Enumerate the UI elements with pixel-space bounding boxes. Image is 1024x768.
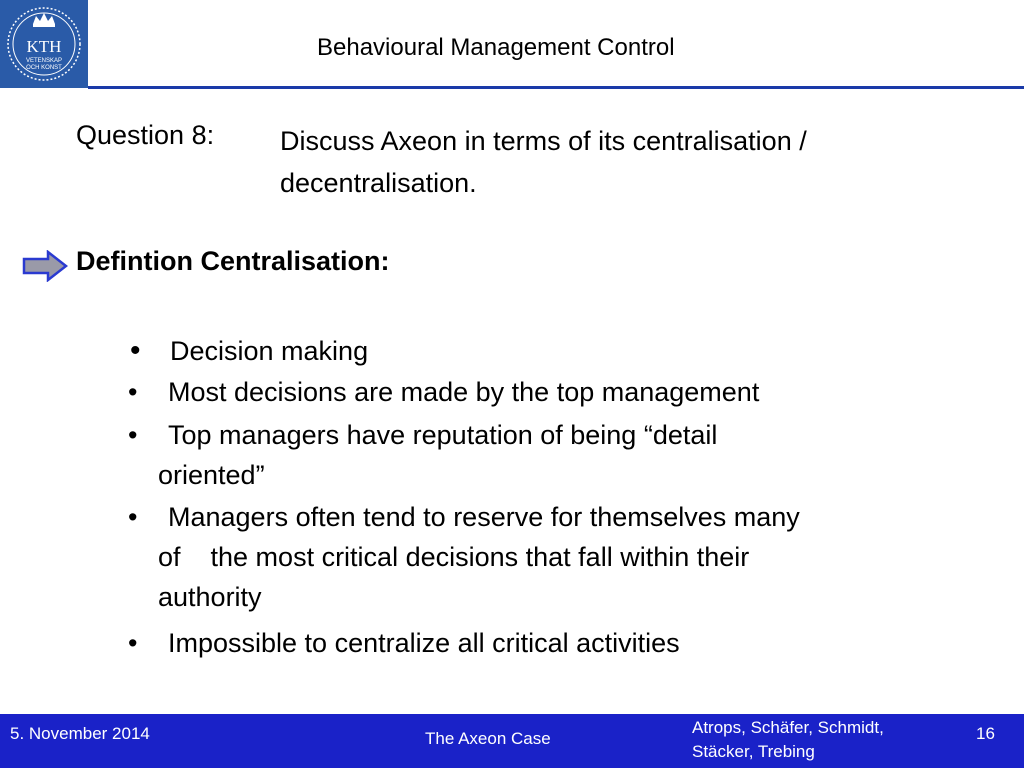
page-number: 16 xyxy=(976,724,995,743)
list-item xyxy=(128,497,800,617)
bullet-text-continued: authority xyxy=(158,582,262,612)
footer-date: 5. November 2014 xyxy=(10,724,150,743)
kth-logo xyxy=(0,0,88,88)
bullet-text: Managers often tend to reserve for themselves many xyxy=(168,502,800,532)
bullet-text: Top managers have reputation of being “detail xyxy=(168,420,718,450)
footer-title: The Axeon Case xyxy=(425,729,551,748)
bullet-dot: • xyxy=(128,628,138,658)
bullet-text-continued: oriented” xyxy=(158,460,265,490)
footer-authors-line-1: Atrops, Schäfer, Schmidt, xyxy=(692,718,884,737)
list-item xyxy=(128,415,717,495)
arrow-right-icon xyxy=(22,250,68,282)
question-line-1: Discuss Axeon in terms of its centralisation / xyxy=(280,126,807,156)
list-item xyxy=(130,331,368,371)
bullet-dot: • xyxy=(130,334,141,367)
bullet-text: Most decisions are made by the top management xyxy=(168,377,760,407)
logo-subtext-2: OCH KONST xyxy=(26,65,62,71)
bullet-text: Impossible to centralize all critical activities xyxy=(168,628,680,658)
definition-heading: Defintion Centralisation: xyxy=(76,246,390,276)
list-item xyxy=(128,372,759,412)
bullet-dot: • xyxy=(128,420,138,450)
bullet-text: Decision making xyxy=(170,336,369,366)
footer-bar xyxy=(0,714,1024,768)
bullet-text-continued: of the most critical decisions that fall within their xyxy=(158,542,750,572)
kth-seal-icon xyxy=(0,0,88,88)
logo-subtext-1: VETENSKAP xyxy=(25,58,63,64)
logo-text: KTH xyxy=(26,37,62,56)
header-divider xyxy=(88,86,1024,89)
list-item xyxy=(128,623,680,663)
bullet-dot: • xyxy=(128,377,138,407)
question-text xyxy=(280,120,980,204)
question-line-2: decentralisation. xyxy=(280,168,477,198)
bullet-dot: • xyxy=(128,502,138,532)
footer-authors-line-2: Stäcker, Trebing xyxy=(692,742,815,761)
slide-title: Behavioural Management Control xyxy=(317,34,675,61)
question-label: Question 8: xyxy=(76,120,215,150)
